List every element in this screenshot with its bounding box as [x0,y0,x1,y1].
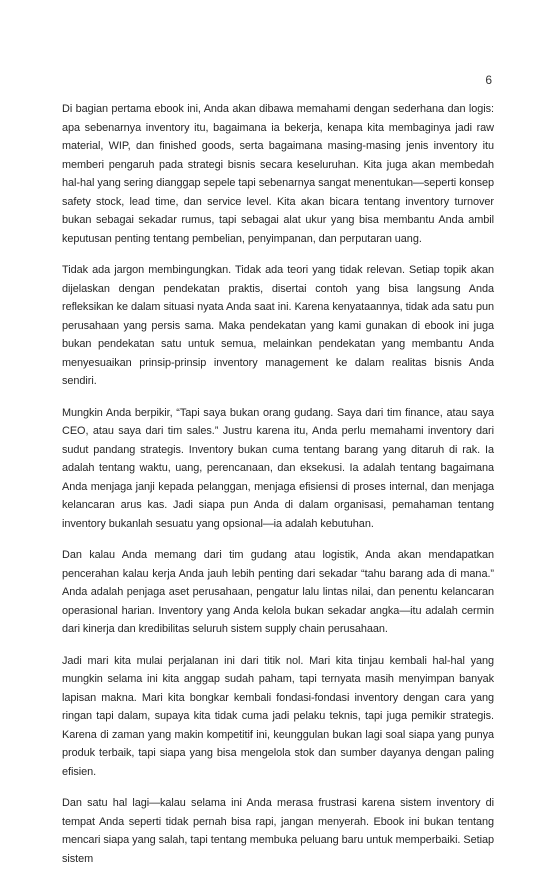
paragraph-5: Jadi mari kita mulai perjalanan ini dari titik nol. Mari kita tinjau kembali hal-hal yang mungkin selama ini kita anggap sudah paham, tapi ternyata masih menyimpan banyak lapisan makna. Mari kita bongkar kembali fondasi-fondasi inventory dengan cara yang ringan tapi dalam, supaya kita tidak cuma jadi pelaku teknis, tapi juga pemikir strategis. Karena di zaman yang makin kompetitif ini, keunggulan bukan lagi soal siapa yang punya produk terbaik, tapi siapa yang bisa mengelola stok dan sumber dayanya dengan paling efisien. [62,654,494,778]
paragraph-6: Dan satu hal lagi—kalau selama ini Anda merasa frustrasi karena sistem inventory di tempat Anda seperti tidak pernah bisa rapi, jangan menyerah. Ebook ini bukan tentang mencari siapa yang salah, tapi tentang membuka peluang baru untuk memperbaiki. Setiap sistem [62,797,494,865]
body-text [62,100,494,881]
page-number: 6 [485,73,492,87]
paragraph-2: Tidak ada jargon membingungkan. Tidak ada teori yang tidak relevan. Setiap topik akan dijelaskan dengan pendekatan praktis, disertai contoh yang bisa langsung Anda refleksikan ke dalam situasi nyata Anda saat ini. Karena kenyataannya, tidak ada satu pun perusahaan yang persis sama. Maka pendekatan yang kami gunakan di ebook ini juga bukan pendekatan satu untuk semua, melainkan pendekatan yang membantu Anda menyesuaikan prinsip-prinsip inventory management ke dalam realitas bisnis Anda sendiri. [62,264,494,387]
paragraph-3: Mungkin Anda berpikir, “Tapi saya bukan orang gudang. Saya dari tim finance, atau saya CEO, atau saya dari tim sales.” Justru karena itu, Anda perlu memahami inventory dari sudut pandang strategis. Inventory bukan cuma tentang barang yang ditaruh di rak. Ia adalah tentang waktu, uang, perencanaan, dan eksekusi. Ia adalah tentang bagaimana Anda menjaga janji kepada pelanggan, menjaga efisiensi di proses internal, dan menjaga kelancaran arus kas. Jadi siapa pun Anda di dalam organisasi, pemahaman tentang inventory bukanlah sesuatu yang opsional—ia adalah kebutuhan. [62,406,494,530]
paragraph-1: Di bagian pertama ebook ini, Anda akan dibawa memahami dengan sederhana dan logis: apa sebenarnya inventory itu, bagaimana ia bekerja, kenapa kita membaginya jadi raw material, WIP, dan finished goods, serta bagaimana masing-masing jenis inventory itu memberi pengaruh pada strategi bisnis secara keseluruhan. Kita juga akan membedah hal-hal yang sering dianggap sepele tapi sebenarnya sangat menentukan—seperti konsep safety stock, lead time, dan service level. Kita akan bicara tentang inventory turnover bukan sebagai sekadar rumus, tapi sebagai alat ukur yang bisa membantu Anda ambil keputusan penting tentang pembelian, penyimpanan, dan perputaran uang. [62,103,494,245]
paragraph-4: Dan kalau Anda memang dari tim gudang atau logistik, Anda akan mendapatkan pencerahan kalau kerja Anda jauh lebih penting dari sekadar “tahu barang ada di mana.” Anda adalah penjaga aset perusahaan, pengatur lalu lintas nilai, dan penentu kelancaran operasional harian. Inventory yang Anda kelola bukan sekadar angka—itu adalah cermin dari kinerja dan kredibilitas seluruh sistem supply chain perusahaan. [62,549,494,635]
